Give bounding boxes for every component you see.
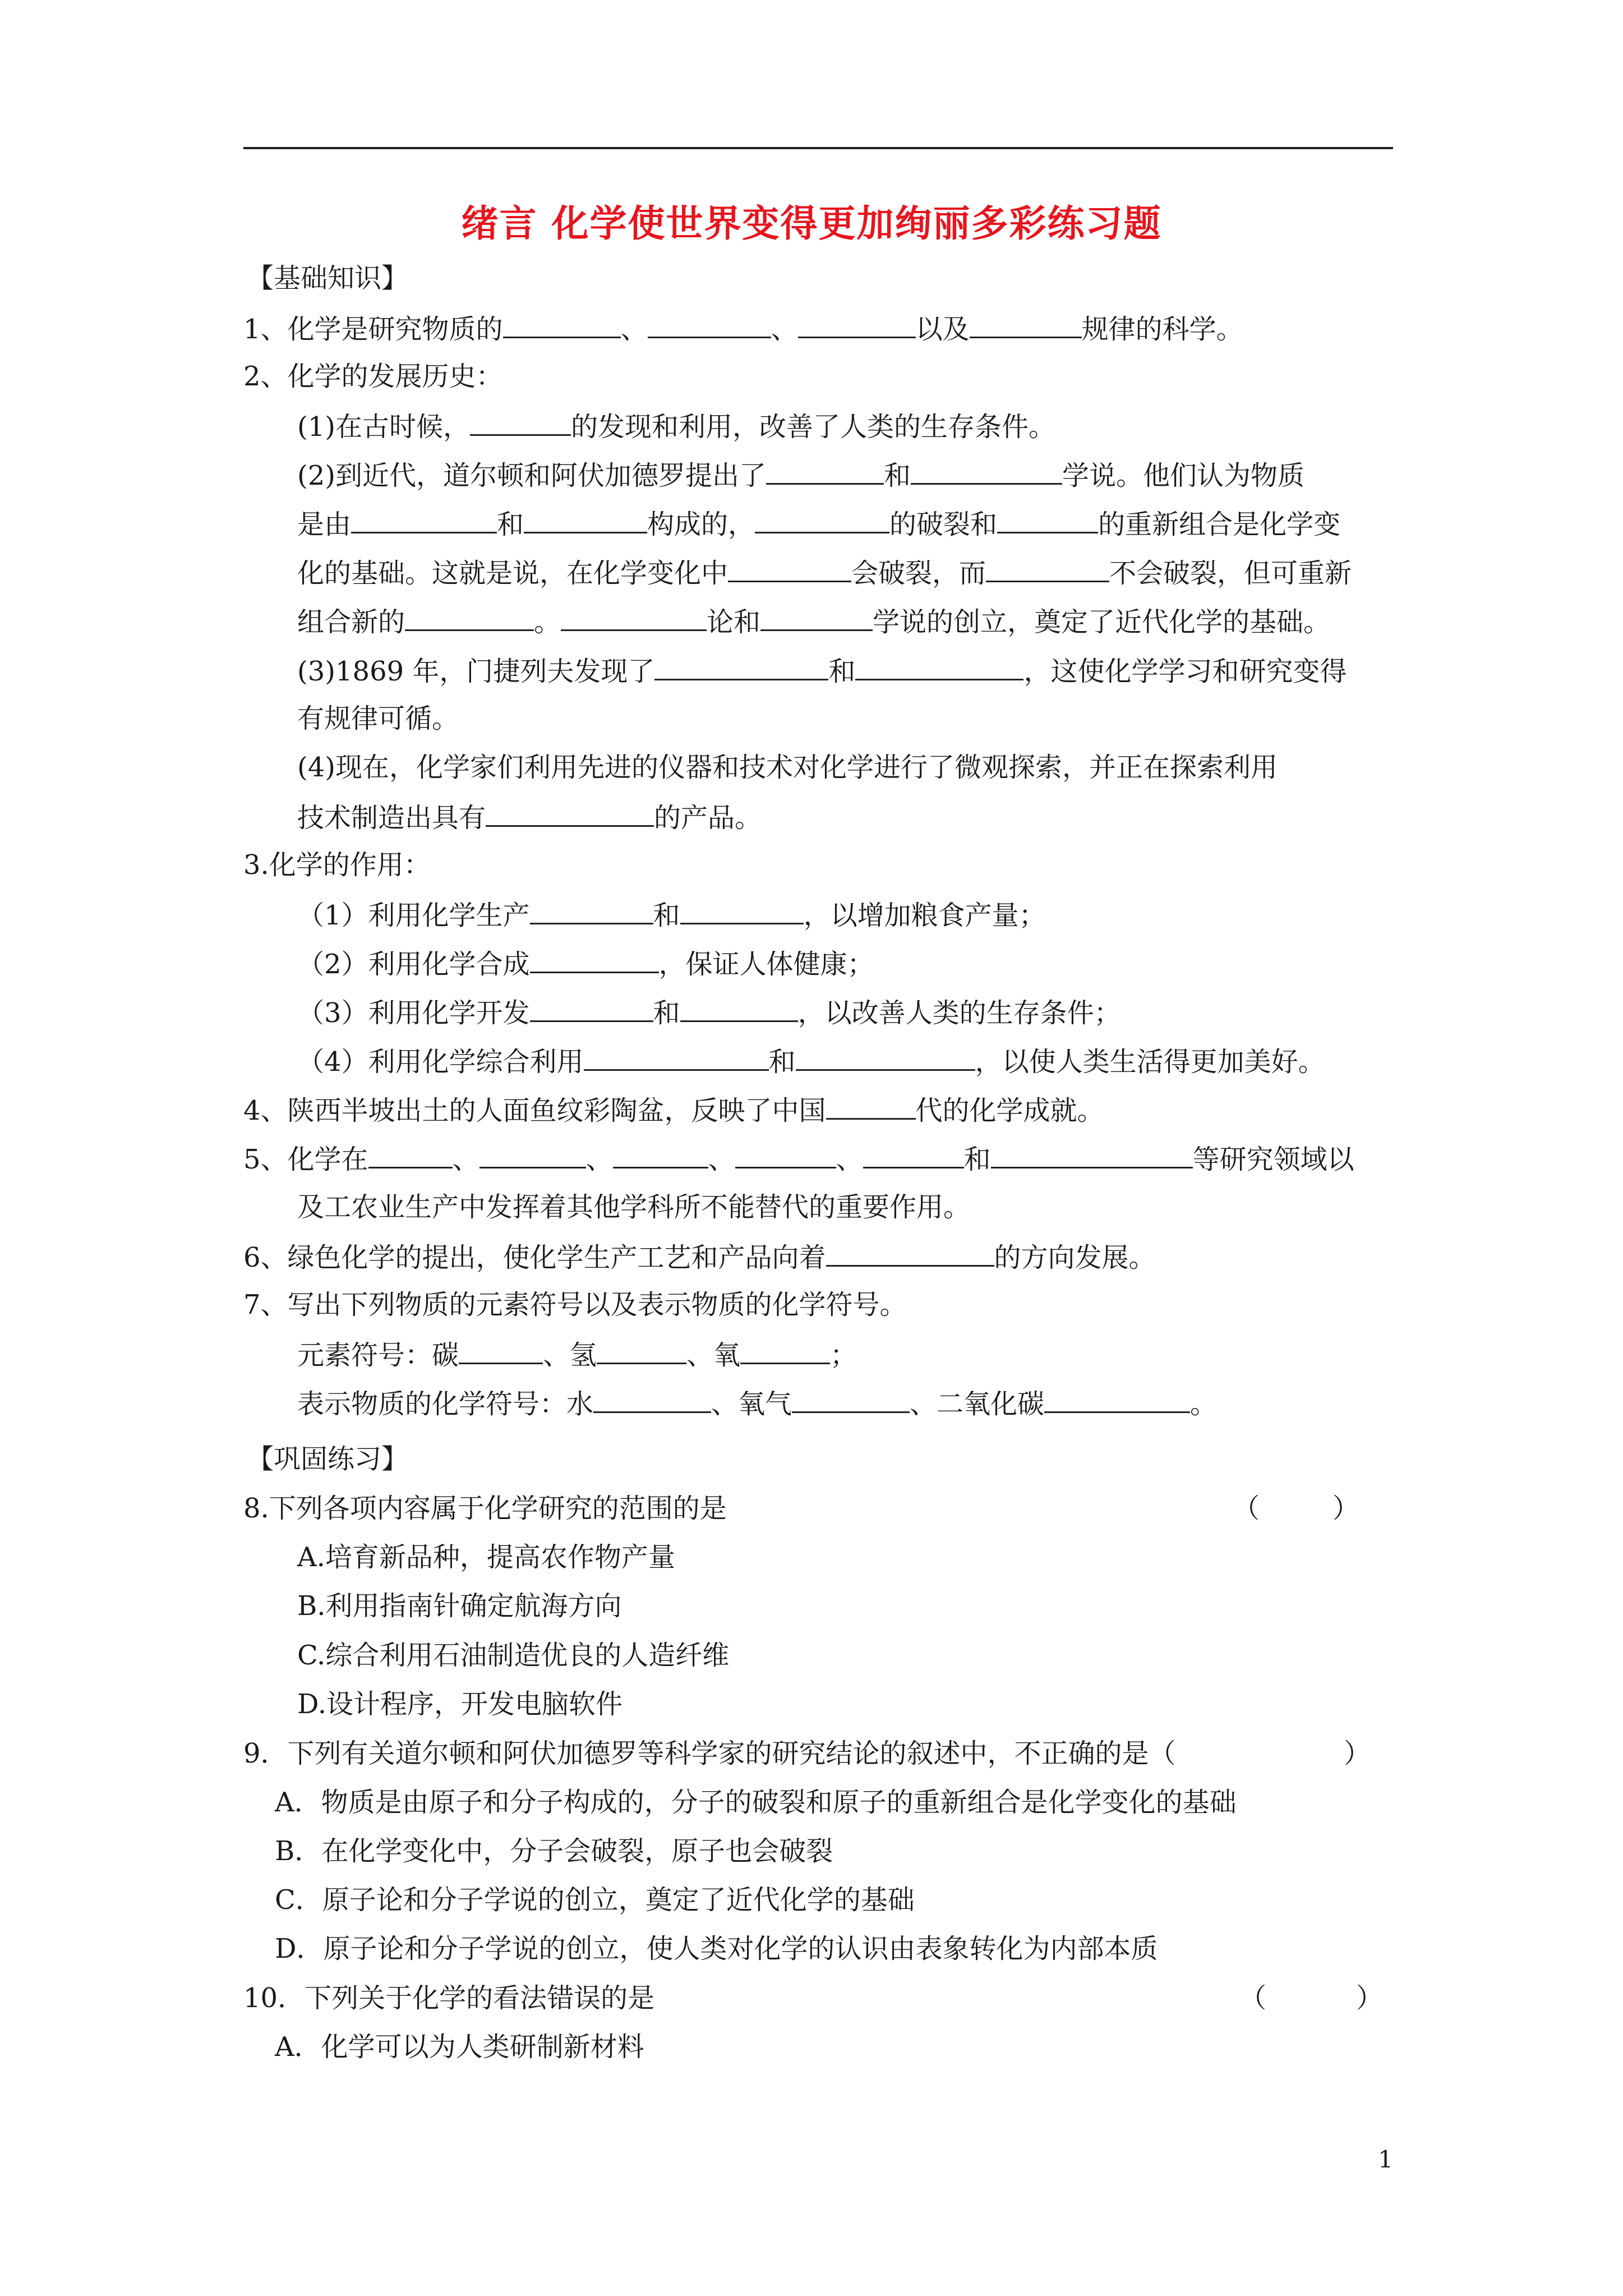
answer-blank[interactable] bbox=[654, 653, 828, 680]
answer-blank[interactable] bbox=[530, 897, 653, 924]
answer-blank[interactable] bbox=[530, 946, 659, 973]
answer-blank[interactable] bbox=[755, 506, 889, 533]
text-segment: (3)1869 年，门捷列夫发现了 bbox=[297, 656, 655, 687]
text-line bbox=[297, 506, 1340, 541]
text-segment: (2)到近代，道尔顿和阿伏加德罗提出了 bbox=[297, 460, 766, 491]
answer-blank[interactable] bbox=[648, 311, 771, 338]
text-segment: 不会破裂，但可重新 bbox=[1109, 558, 1352, 589]
text-segment: 8.下列各项内容属于化学研究的范围的是 bbox=[243, 1493, 727, 1524]
text-line bbox=[297, 1337, 857, 1372]
text-segment: (1)在古时候， bbox=[297, 411, 470, 443]
answer-blank[interactable] bbox=[986, 555, 1109, 582]
text-segment: 、 bbox=[836, 1144, 863, 1175]
text-segment: (4)现在，化学家们利用先进的仪器和技术对化学进行了微观探索，并正在探索利用 bbox=[297, 752, 1278, 783]
answer-blank[interactable] bbox=[405, 604, 534, 631]
text-segment: ，以使人类生活得更加美好。 bbox=[975, 1046, 1325, 1078]
text-line bbox=[297, 1043, 1325, 1079]
text-segment: 、氧 bbox=[686, 1340, 741, 1371]
text-segment: 4、陕西半坡出土的人面鱼纹彩陶盆，反映了中国 bbox=[243, 1095, 826, 1126]
text-segment: 5、化学在 bbox=[243, 1144, 368, 1175]
text-segment: 、 bbox=[708, 1144, 735, 1175]
text-line bbox=[297, 1589, 622, 1623]
text-segment: B.利用指南针确定航海方向 bbox=[297, 1590, 622, 1622]
answer-blank[interactable] bbox=[735, 1141, 836, 1168]
text-segment: 、 bbox=[771, 314, 798, 345]
text-segment: 会破裂，而 bbox=[851, 558, 986, 589]
text-line bbox=[297, 1639, 729, 1672]
text-segment: 、氢 bbox=[543, 1340, 597, 1371]
text-line bbox=[297, 1540, 675, 1574]
text-segment: 技术制造出具有 bbox=[297, 802, 486, 834]
text-segment: 化的基础。这就是说，在化学变化中 bbox=[297, 558, 728, 589]
text-line bbox=[275, 1786, 1237, 1819]
text-segment: 6、绿色化学的提出，使化学生产工艺和产品向着 bbox=[243, 1242, 826, 1273]
answer-blank[interactable] bbox=[970, 311, 1082, 338]
text-line bbox=[243, 1492, 727, 1525]
answer-blank[interactable] bbox=[760, 604, 873, 631]
text-line bbox=[297, 799, 762, 835]
text-line bbox=[297, 946, 874, 981]
answer-blank[interactable] bbox=[524, 506, 647, 533]
text-line bbox=[297, 1386, 1217, 1421]
text-segment: 和 bbox=[653, 997, 680, 1029]
text-line bbox=[243, 1092, 1104, 1128]
text-segment: A．物质是由原子和分子构成的，分子的破裂和原子的重新组合是化学变化的基础 bbox=[275, 1787, 1237, 1818]
text-segment: 、 bbox=[585, 1144, 613, 1175]
text-segment: 、 bbox=[620, 314, 648, 345]
text-line bbox=[243, 1288, 907, 1322]
text-segment: （2）利用化学合成 bbox=[297, 949, 530, 980]
text-segment: 论和 bbox=[707, 606, 761, 638]
text-segment: ，以增加粮食产量； bbox=[803, 900, 1046, 931]
answer-blank[interactable] bbox=[766, 457, 884, 485]
text-segment: 及工农业生产中发挥着其他学科所不能替代的重要作用。 bbox=[297, 1191, 971, 1223]
answer-blank[interactable] bbox=[792, 1386, 910, 1413]
text-segment: 构成的， bbox=[647, 509, 755, 540]
text-segment: 7、写出下列物质的元素符号以及表示物质的化学符号。 bbox=[243, 1289, 907, 1320]
text-segment: ； bbox=[830, 1340, 857, 1371]
text-segment: 和 bbox=[497, 509, 524, 540]
answer-blank[interactable] bbox=[826, 1092, 916, 1120]
answer-blank[interactable] bbox=[863, 1141, 964, 1168]
text-segment: 元素符号：碳 bbox=[297, 1340, 459, 1371]
text-segment: 和 bbox=[828, 656, 856, 687]
text-segment: 学说的创立，奠定了近代化学的基础。 bbox=[873, 606, 1331, 638]
text-segment: 和 bbox=[884, 460, 911, 491]
text-segment: 。 bbox=[534, 606, 561, 638]
text-segment: （3）利用化学开发 bbox=[297, 997, 530, 1029]
answer-blank[interactable] bbox=[911, 457, 1062, 485]
text-segment: 和 bbox=[768, 1046, 796, 1078]
text-line bbox=[243, 311, 1243, 346]
answer-blank[interactable] bbox=[991, 1141, 1193, 1168]
answer-blank[interactable] bbox=[530, 995, 653, 1022]
answer-bracket-close: ） bbox=[1344, 1738, 1371, 1769]
header-rule bbox=[243, 147, 1393, 149]
text-line bbox=[297, 1190, 970, 1224]
text-line bbox=[297, 457, 1304, 493]
answer-blank[interactable] bbox=[561, 604, 707, 631]
text-segment: 规律的科学。 bbox=[1081, 314, 1243, 345]
text-line bbox=[243, 848, 431, 882]
text-line bbox=[243, 1239, 1156, 1274]
text-segment: 和 bbox=[653, 900, 680, 931]
text-segment: 等研究领域以 bbox=[1192, 1144, 1354, 1175]
text-segment: 9．下列有关道尔顿和阿伏加德罗等科学家的研究结论的叙述中，不正确的是（ bbox=[243, 1738, 1176, 1769]
text-line bbox=[297, 1687, 623, 1721]
answer-blank[interactable] bbox=[503, 311, 621, 338]
answer-blank[interactable] bbox=[479, 1141, 586, 1168]
text-segment: B．在化学变化中，分子会破裂，原子也会破裂 bbox=[275, 1835, 833, 1867]
text-line bbox=[243, 1737, 1176, 1770]
answer-blank[interactable] bbox=[680, 897, 804, 924]
text-line bbox=[243, 1141, 1354, 1176]
text-segment: 组合新的 bbox=[297, 606, 405, 638]
text-line bbox=[297, 653, 1347, 688]
page-title: 绪言 化学使世界变得更加绚丽多彩练习题 bbox=[461, 201, 1162, 245]
text-segment: 的破裂和 bbox=[889, 509, 998, 540]
text-segment: D.设计程序，开发电脑软件 bbox=[297, 1688, 623, 1720]
answer-blank[interactable] bbox=[798, 311, 916, 338]
text-line bbox=[297, 995, 1121, 1030]
answer-bracket-open: （ bbox=[1239, 1982, 1267, 2014]
text-segment: D．原子论和分子学说的创立，使人类对化学的认识由表象转化为内部本质 bbox=[275, 1933, 1158, 1964]
text-segment: 表示物质的化学符号：水 bbox=[297, 1388, 594, 1420]
answer-blank[interactable] bbox=[597, 1337, 686, 1364]
text-segment: ，以改善人类的生存条件； bbox=[797, 997, 1121, 1029]
text-line bbox=[297, 751, 1278, 784]
text-segment: C.综合利用石油制造优良的人造纤维 bbox=[297, 1640, 730, 1671]
answer-blank[interactable] bbox=[584, 1043, 769, 1071]
text-segment: 代的化学成就。 bbox=[915, 1095, 1104, 1126]
text-segment: 10．下列关于化学的看法错误的是 bbox=[243, 1982, 655, 2014]
text-line bbox=[243, 360, 503, 393]
text-segment: A.培育新品种，提高农作物产量 bbox=[297, 1542, 675, 1573]
answer-blank[interactable] bbox=[486, 799, 654, 827]
text-segment: 、二氧化碳 bbox=[910, 1388, 1045, 1420]
text-segment: 的发现和利用，改善了人类的生存条件。 bbox=[571, 411, 1056, 443]
answer-blank[interactable] bbox=[740, 1337, 830, 1364]
answer-blank[interactable] bbox=[613, 1141, 708, 1168]
answer-blank[interactable] bbox=[368, 1141, 453, 1168]
text-segment: 、氧气 bbox=[711, 1388, 792, 1420]
text-line bbox=[297, 604, 1330, 639]
text-segment: 有规律可循。 bbox=[297, 703, 459, 734]
text-segment: 、 bbox=[452, 1144, 479, 1175]
text-line bbox=[275, 2030, 644, 2064]
answer-bracket-close: ） bbox=[1356, 1982, 1384, 2014]
text-segment: （4）利用化学综合利用 bbox=[297, 1046, 584, 1078]
text-line bbox=[247, 1442, 408, 1476]
text-segment: C．原子论和分子学说的创立，奠定了近代化学的基础 bbox=[275, 1884, 915, 1916]
answer-blank[interactable] bbox=[1044, 1386, 1190, 1413]
answer-blank[interactable] bbox=[997, 506, 1098, 533]
text-segment: 是由 bbox=[297, 509, 352, 540]
text-segment: 【巩固练习】 bbox=[247, 1443, 409, 1475]
answer-blank[interactable] bbox=[470, 408, 571, 436]
page-number: 1 bbox=[1378, 2146, 1393, 2173]
answer-blank[interactable] bbox=[680, 995, 798, 1022]
answer-bracket-close: ） bbox=[1332, 1493, 1360, 1524]
text-line bbox=[275, 1883, 915, 1917]
answer-blank[interactable] bbox=[459, 1337, 543, 1364]
text-segment: 【基础知识】 bbox=[247, 263, 409, 294]
text-segment: ，这使化学学习和研究变得 bbox=[1023, 656, 1347, 687]
text-line bbox=[243, 1981, 654, 2015]
answer-bracket-open: （ bbox=[1233, 1493, 1260, 1524]
text-line bbox=[297, 897, 1046, 932]
text-segment: 以及 bbox=[915, 314, 970, 345]
text-segment: （1）利用化学生产 bbox=[297, 900, 530, 931]
text-line bbox=[297, 555, 1352, 590]
text-segment: 学说。他们认为物质 bbox=[1062, 460, 1305, 491]
text-segment: ，保证人体健康； bbox=[658, 949, 874, 980]
text-segment: 3.化学的作用： bbox=[243, 849, 431, 881]
text-line bbox=[297, 702, 459, 735]
text-segment: 1、化学是研究物质的 bbox=[243, 314, 503, 345]
answer-blank[interactable] bbox=[351, 506, 497, 533]
answer-blank[interactable] bbox=[796, 1043, 975, 1071]
text-segment: A．化学可以为人类研制新材料 bbox=[275, 2031, 644, 2063]
text-segment: 2、化学的发展历史： bbox=[243, 361, 503, 392]
answer-blank[interactable] bbox=[855, 653, 1023, 680]
text-segment: 的产品。 bbox=[654, 802, 762, 834]
text-segment: 和 bbox=[963, 1144, 991, 1175]
answer-blank[interactable] bbox=[826, 1239, 994, 1267]
answer-blank[interactable] bbox=[593, 1386, 711, 1413]
text-segment: 的重新组合是化学变 bbox=[1098, 509, 1341, 540]
answer-blank[interactable] bbox=[728, 555, 851, 582]
text-line bbox=[247, 261, 408, 295]
text-line bbox=[275, 1834, 833, 1868]
text-segment: 。 bbox=[1190, 1388, 1218, 1420]
text-line bbox=[275, 1932, 1158, 1966]
text-line bbox=[297, 408, 1055, 444]
text-segment: 的方向发展。 bbox=[994, 1242, 1156, 1273]
